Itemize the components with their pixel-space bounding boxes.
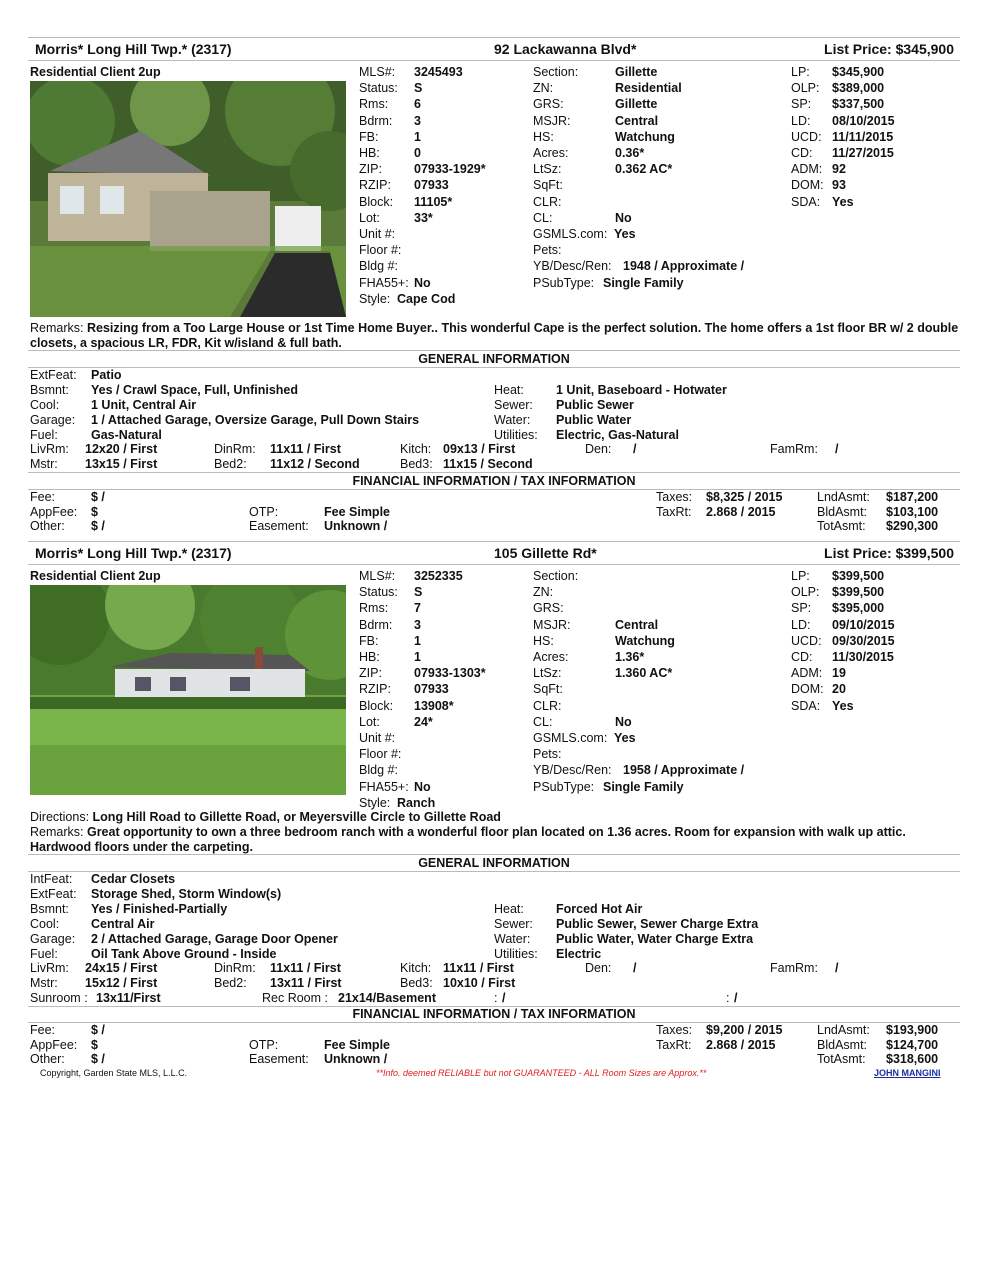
field-label: Fee:	[30, 490, 56, 504]
financial-info-title: FINANCIAL INFORMATION / TAX INFORMATION	[352, 1007, 636, 1021]
field-value: $ /	[91, 519, 105, 533]
field-label: Cool:	[30, 917, 60, 931]
field-label: Unit #:	[359, 227, 396, 241]
field-label: TaxRt:	[656, 505, 692, 519]
field-value: Residential	[615, 81, 682, 96]
field-label: MSJR:	[533, 113, 571, 128]
field-label: SqFt:	[533, 682, 563, 697]
field-label: Block:	[359, 194, 394, 209]
field-value: 3	[414, 617, 421, 632]
field-label: FamRm:	[770, 442, 818, 456]
field-value: Cape Cod	[397, 291, 456, 306]
field-value: /	[502, 991, 506, 1005]
field-value: 1 Unit, Central Air	[91, 398, 197, 412]
general-info-title: GENERAL INFORMATION	[418, 856, 570, 870]
listing-header	[28, 37, 960, 61]
field-label: Utilities:	[494, 947, 538, 961]
remarks-label: Remarks:	[30, 321, 84, 335]
field-label: GRS:	[533, 97, 564, 112]
field-label: ADM:	[791, 666, 823, 681]
field-value: Yes	[614, 227, 636, 241]
field-label: DOM:	[791, 682, 824, 697]
field-value: 11105*	[414, 194, 453, 209]
field-label: ZIP:	[359, 666, 382, 681]
field-label: Floor #:	[359, 243, 402, 258]
field-value: 0.36*	[615, 146, 645, 160]
field-value: 13908*	[414, 698, 454, 713]
field-value: Yes	[614, 731, 636, 745]
field-label: Den:	[585, 442, 612, 456]
field-value: Ranch	[397, 795, 436, 810]
field-value: 3252335	[414, 569, 463, 583]
field-label: LP:	[791, 65, 810, 79]
field-label: SqFt:	[533, 178, 563, 193]
field-value: 11x12 / Second	[270, 457, 360, 471]
field-label: CD:	[791, 146, 813, 160]
field-label: Taxes:	[656, 1023, 693, 1037]
field-label: Rms:	[359, 97, 389, 112]
field-value: 07933-1303*	[414, 666, 486, 681]
field-label: CLR:	[533, 698, 562, 713]
field-label: HB:	[359, 146, 380, 160]
field-label: ZN:	[533, 81, 554, 96]
field-value: Single Family	[603, 779, 684, 794]
field-label: OLP:	[791, 81, 820, 96]
field-value: $ /	[91, 490, 105, 504]
field-value: 12x20 / First	[85, 442, 158, 456]
field-value: 0	[414, 146, 421, 160]
address-label: 92 Lackawanna Blvd*	[494, 41, 637, 57]
field-label: OLP:	[791, 585, 820, 600]
field-label: Bsmnt:	[30, 383, 69, 397]
copyright-text: Copyright, Garden State MLS, L.L.C.	[40, 1068, 188, 1078]
field-label: FB:	[359, 129, 379, 144]
field-label: Rms:	[359, 601, 389, 616]
field-label: Kitch:	[400, 442, 432, 456]
field-value: No	[414, 779, 431, 794]
field-value: Public Water	[556, 413, 632, 427]
field-value: 10x10 / First	[443, 976, 516, 990]
field-value: $337,500	[832, 97, 885, 112]
field-label: HB:	[359, 650, 380, 664]
field-label: ADM:	[791, 162, 823, 177]
field-value: 7	[414, 601, 421, 616]
field-label: :	[494, 991, 498, 1005]
field-value: 07933-1929*	[414, 162, 486, 177]
field-label: BldAsmt:	[817, 1038, 868, 1052]
field-label: Fuel:	[30, 428, 58, 442]
field-label: LivRm:	[30, 442, 69, 456]
field-value: 11/27/2015	[832, 146, 894, 160]
field-value: Fee Simple	[324, 505, 390, 519]
field-label: GSMLS.com:	[533, 731, 608, 745]
field-label: SDA:	[791, 194, 821, 209]
field-label: CL:	[533, 210, 553, 225]
town-label: Morris* Long Hill Twp.* (2317)	[35, 545, 232, 561]
field-value: Electric, Gas-Natural	[556, 428, 679, 442]
field-label: PSubType:	[533, 779, 595, 794]
property-photo	[30, 585, 346, 795]
field-value: Electric	[556, 947, 602, 961]
field-value: 2.868 / 2015	[706, 505, 776, 519]
remarks	[30, 825, 960, 855]
field-value: $124,700	[886, 1038, 939, 1052]
field-label: FamRm:	[770, 961, 818, 975]
field-label: Pets:	[533, 747, 562, 762]
field-label: Bsmnt:	[30, 902, 69, 916]
field-label: Lot:	[359, 210, 380, 225]
field-label: Bed2:	[214, 457, 247, 471]
field-label: Fee:	[30, 1023, 56, 1037]
field-value: /	[633, 961, 637, 975]
field-label: Section:	[533, 569, 579, 583]
field-value: 13x15 / First	[85, 457, 158, 471]
field-value: Storage Shed, Storm Window(s)	[91, 887, 282, 901]
field-label: Bdrm:	[359, 113, 393, 128]
field-value: 15x12 / First	[85, 976, 158, 990]
field-label: LtSz:	[533, 162, 562, 177]
field-label: LivRm:	[30, 961, 69, 975]
field-value: 3	[414, 113, 421, 128]
field-value: /	[835, 442, 839, 456]
field-label: YB/Desc/Ren:	[533, 259, 612, 274]
field-value: $345,900	[832, 65, 885, 79]
field-label: Bdrm:	[359, 617, 393, 632]
field-value: Watchung	[615, 129, 675, 144]
field-label: RZIP:	[359, 178, 391, 193]
field-label: Mstr:	[30, 976, 58, 990]
field-label: UCD:	[791, 129, 822, 144]
field-value: Patio	[91, 368, 122, 382]
field-value: S	[414, 81, 423, 96]
field-value: Fee Simple	[324, 1038, 390, 1052]
field-label: MLS#:	[359, 65, 396, 79]
field-label: Bed3:	[400, 457, 433, 471]
field-label: Floor #:	[359, 747, 402, 762]
client-type: Residential Client 2up	[30, 569, 161, 583]
field-label: Easement:	[249, 519, 309, 533]
field-label: Bed3:	[400, 976, 433, 990]
field-value: $395,000	[832, 601, 885, 616]
field-label: ExtFeat:	[30, 887, 77, 901]
field-value: Yes	[832, 698, 854, 713]
field-value: Gas-Natural	[91, 428, 162, 442]
field-label: LndAsmt:	[817, 490, 870, 504]
field-label: CD:	[791, 650, 813, 664]
field-label: ExtFeat:	[30, 368, 77, 382]
field-label: MLS#:	[359, 569, 396, 583]
field-value: 13x11/First	[96, 991, 161, 1005]
field-label: Cool:	[30, 398, 60, 412]
address-label: 105 Gillette Rd*	[494, 545, 597, 561]
field-value: Oil Tank Above Ground - Inside	[91, 947, 277, 961]
field-value: Forced Hot Air	[556, 902, 643, 916]
field-label: Easement:	[249, 1052, 309, 1066]
field-value: $399,500	[832, 569, 885, 583]
field-label: Rec Room :	[262, 991, 328, 1005]
field-label: Style:	[359, 795, 391, 810]
field-label: Acres:	[533, 146, 569, 160]
field-value: 07933	[414, 178, 449, 193]
field-value: $9,200 / 2015	[706, 1023, 783, 1037]
field-label: LndAsmt:	[817, 1023, 870, 1037]
field-label: FHA55+:	[359, 275, 409, 290]
disclaimer-text: **Info. deemed RELIABLE but not GUARANTEED - ALL Room Sizes are Approx.**	[376, 1068, 707, 1078]
field-label: FB:	[359, 633, 379, 648]
field-value: $290,300	[886, 519, 939, 533]
field-value: $ /	[91, 1023, 105, 1037]
field-value: 21x14/Basement	[338, 991, 436, 1005]
field-label: LtSz:	[533, 666, 562, 681]
field-value: Single Family	[603, 275, 684, 290]
general-info-title: GENERAL INFORMATION	[418, 352, 570, 366]
listing-header	[28, 541, 960, 565]
field-value: /	[633, 442, 637, 456]
field-value: Unknown /	[324, 519, 388, 533]
field-label: Fuel:	[30, 947, 58, 961]
field-value: No	[414, 275, 431, 290]
field-value: $ /	[91, 1052, 105, 1066]
field-value: 93	[832, 178, 846, 193]
field-label: Heat:	[494, 383, 524, 397]
field-value: 1	[414, 650, 421, 664]
field-label: ZN:	[533, 585, 554, 600]
field-label: UCD:	[791, 633, 822, 648]
field-label: Water:	[494, 413, 531, 427]
field-label: Bldg #:	[359, 259, 398, 274]
field-value: Public Water, Water Charge Extra	[556, 932, 754, 946]
field-label: Bldg #:	[359, 763, 398, 778]
field-value: 13x11 / First	[270, 976, 342, 990]
field-label: Sunroom :	[30, 991, 88, 1005]
remarks	[30, 321, 960, 351]
field-value: 92	[832, 162, 846, 177]
field-label: PSubType:	[533, 275, 595, 290]
field-label: Kitch:	[400, 961, 432, 975]
field-label: Mstr:	[30, 457, 58, 471]
field-value: 1	[414, 633, 421, 648]
remarks-label: Remarks:	[30, 825, 84, 839]
field-label: DinRm:	[214, 961, 256, 975]
field-value: $103,100	[886, 505, 939, 519]
field-label: Status:	[359, 585, 398, 600]
field-label: ZIP:	[359, 162, 382, 177]
field-value: 11x15 / Second	[443, 457, 533, 471]
field-label: Water:	[494, 932, 531, 946]
field-value: 3245493	[414, 65, 463, 79]
field-label: CLR:	[533, 194, 562, 209]
field-label: Other:	[30, 1052, 65, 1066]
field-value: Unknown /	[324, 1052, 388, 1066]
field-label: AppFee:	[30, 505, 78, 519]
field-label: Acres:	[533, 650, 569, 664]
field-label: Unit #:	[359, 731, 396, 745]
field-label: Taxes:	[656, 490, 693, 504]
remarks-text: Great opportunity to own a three bedroom ranch with a wonderful floor plan located on 1.36 acres. Room for expansion with walk up attic. Hardwood floors under the carpeting.	[30, 825, 906, 854]
directions-text: Long Hill Road to Gillette Road, or Meyersville Circle to Gillette Road	[92, 810, 501, 824]
field-label: Lot:	[359, 714, 380, 729]
field-value: $	[91, 1038, 98, 1052]
field-label: Sewer:	[494, 917, 533, 931]
field-value: Central	[615, 617, 659, 632]
field-label: Other:	[30, 519, 65, 533]
field-label: Block:	[359, 698, 394, 713]
field-label: TotAsmt:	[817, 1052, 866, 1066]
town-label: Morris* Long Hill Twp.* (2317)	[35, 41, 232, 57]
field-value: 09/10/2015	[832, 617, 895, 632]
field-value: 1	[414, 129, 421, 144]
field-value: 1 Unit, Baseboard - Hotwater	[556, 383, 727, 397]
field-value: 24*	[414, 714, 433, 729]
field-label: HS:	[533, 633, 554, 648]
field-label: FHA55+:	[359, 779, 409, 794]
field-value: 2 / Attached Garage, Garage Door Opener	[91, 932, 338, 946]
field-value: 11/11/2015	[832, 129, 894, 144]
field-label: Sewer:	[494, 398, 533, 412]
field-label: LD:	[791, 617, 811, 632]
field-value: Central Air	[91, 917, 155, 931]
field-value: 09x13 / First	[443, 442, 516, 456]
directions	[30, 810, 960, 825]
field-value: 07933	[414, 682, 449, 697]
field-label: Style:	[359, 291, 391, 306]
field-value: Cedar Closets	[91, 872, 176, 886]
field-label: LD:	[791, 113, 811, 128]
list-price-label: List Price: $345,900	[824, 41, 954, 57]
field-value: 11/30/2015	[832, 650, 894, 664]
field-value: 6	[414, 97, 421, 112]
field-value: Yes / Finished-Partially	[91, 902, 228, 916]
field-value: $187,200	[886, 490, 939, 504]
field-label: GRS:	[533, 601, 564, 616]
field-label: TotAsmt:	[817, 519, 866, 533]
field-value: 33*	[414, 210, 433, 225]
field-value: 1958 / Approximate /	[623, 763, 745, 778]
field-value: 1948 / Approximate /	[623, 259, 745, 274]
field-label: SP:	[791, 601, 812, 616]
field-value: 11x11 / First	[443, 961, 514, 975]
field-label: Pets:	[533, 243, 562, 258]
field-label: Bed2:	[214, 976, 247, 990]
field-label: Section:	[533, 65, 579, 79]
field-value: Yes / Crawl Space, Full, Unfinished	[91, 383, 299, 397]
field-value: S	[414, 585, 423, 600]
field-value: 19	[832, 666, 846, 681]
field-label: Heat:	[494, 902, 524, 916]
field-value: 1.36*	[615, 650, 645, 664]
field-value: No	[615, 210, 632, 225]
client-type: Residential Client 2up	[30, 65, 161, 79]
field-label: Utilities:	[494, 428, 538, 442]
field-label: RZIP:	[359, 682, 391, 697]
field-label: SP:	[791, 97, 812, 112]
remarks-text: Resizing from a Too Large House or 1st Time Home Buyer.. This wonderful Cape is the perfect solution. The home offers a 1st floor BR w/ 2 double closets, a spacious LR, FDR, Kit w/island & full bath.	[30, 321, 959, 350]
field-value: $318,600	[886, 1052, 939, 1066]
field-label: LP:	[791, 569, 810, 583]
field-label: AppFee:	[30, 1038, 78, 1052]
field-value: 1 / Attached Garage, Oversize Garage, Pull Down Stairs	[91, 413, 420, 427]
field-label: HS:	[533, 129, 554, 144]
field-value: Public Sewer, Sewer Charge Extra	[556, 917, 759, 931]
field-label: IntFeat:	[30, 872, 73, 886]
field-label: Garage:	[30, 413, 76, 427]
list-price-label: List Price: $399,500	[824, 545, 954, 561]
field-value: 1.360 AC*	[615, 666, 673, 681]
field-value: $193,900	[886, 1023, 939, 1037]
field-value: $389,000	[832, 81, 885, 96]
field-value: 2.868 / 2015	[706, 1038, 776, 1052]
field-value: /	[734, 991, 738, 1005]
field-value: $399,500	[832, 585, 885, 600]
field-label: Status:	[359, 81, 398, 96]
field-value: $	[91, 505, 98, 519]
field-value: $8,325 / 2015	[706, 490, 783, 504]
field-value: Watchung	[615, 633, 675, 648]
property-photo	[30, 81, 346, 317]
field-label: OTP:	[249, 505, 279, 519]
field-label: OTP:	[249, 1038, 279, 1052]
field-value: No	[615, 714, 632, 729]
agent-link[interactable]: JOHN MANGINI	[874, 1068, 941, 1078]
field-label: YB/Desc/Ren:	[533, 763, 612, 778]
field-value: Central	[615, 113, 659, 128]
field-value: 24x15 / First	[85, 961, 158, 975]
field-value: Public Sewer	[556, 398, 634, 412]
field-value: /	[835, 961, 839, 975]
field-label: :	[726, 991, 730, 1005]
field-value: 09/30/2015	[832, 633, 895, 648]
field-label: Den:	[585, 961, 612, 975]
field-label: DinRm:	[214, 442, 256, 456]
field-label: SDA:	[791, 698, 821, 713]
field-value: 11x11 / First	[270, 442, 341, 456]
directions-label: Directions:	[30, 810, 90, 824]
financial-info-title: FINANCIAL INFORMATION / TAX INFORMATION	[352, 474, 636, 488]
field-value: Gillette	[615, 97, 658, 112]
field-value: 08/10/2015	[832, 113, 895, 128]
field-value: 20	[832, 682, 846, 697]
field-label: GSMLS.com:	[533, 227, 608, 241]
field-label: CL:	[533, 714, 553, 729]
field-value: 0.362 AC*	[615, 162, 673, 177]
field-label: MSJR:	[533, 617, 571, 632]
field-value: Gillette	[615, 65, 658, 79]
field-label: BldAsmt:	[817, 505, 868, 519]
field-label: Garage:	[30, 932, 76, 946]
field-label: DOM:	[791, 178, 824, 193]
field-value: 11x11 / First	[270, 961, 341, 975]
field-label: TaxRt:	[656, 1038, 692, 1052]
field-value: Yes	[832, 194, 854, 209]
